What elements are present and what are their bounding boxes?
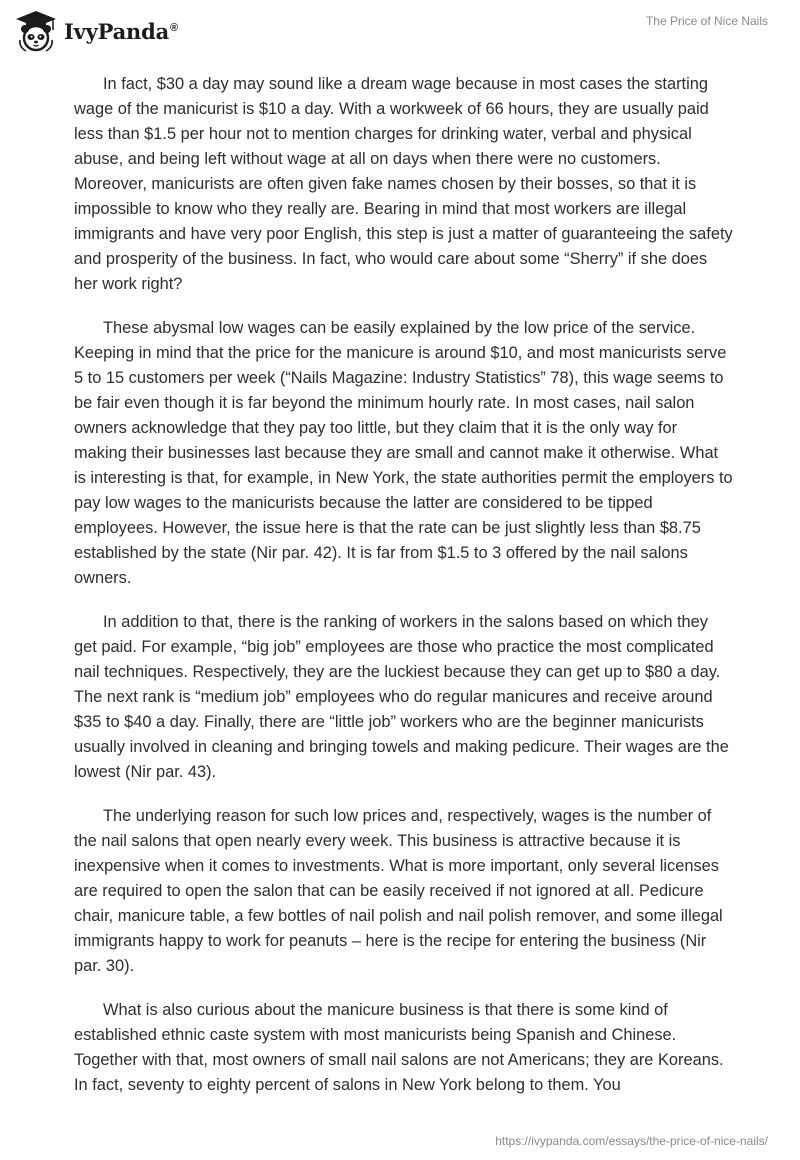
panda-graduate-icon [14, 10, 58, 52]
registered-mark: ® [170, 21, 178, 34]
paragraph: In addition to that, there is the ranking of workers in the salons based on which they get paid. For example, “big job” employees are those who practice the most complicated nail techniques. Respectively, they are the luckiest because they can get up to $80 a day. The next rank is “medium job” employees who do regular manicures and receive around $35 to $40 a day. Finally, there are “little job” workers who are the beginner manicurists usually involved in cleaning and bringing towels and making pedicure. Their wages are the lowest (Nir par. 43). [74, 613, 729, 781]
paragraph: In fact, $30 a day may sound like a dream wage because in most cases the starting wage of the manicurist is $10 a day. With a workweek of 66 hours, they are usually paid less than $1.5 per hour not to mention charges for drinking water, verbal and physical abuse, and being left without wage at all on days when there were no customers. Moreover, manicurists are often given fake names chosen by their bosses, so that it is impossible to know who they really are. Bearing in mind that most workers are illegal immigrants and have very poor English, this step is just a matter of guaranteeing the safety and prosperity of the business. In fact, who would care about some “Sherry” if she does her work right? [74, 75, 733, 293]
logo-wordmark: IvyPanda® [64, 18, 178, 44]
paragraph: The underlying reason for such low prices and, respectively, wages is the number of the nail salons that open nearly every week. This business is attractive because it is inexpensive when it comes to investments. What is more important, only several licenses are required to open the salon that can be easily received if not ignored at all. Pedicure chair, manicure table, a few bottles of nail polish and nail polish remover, and some illegal immigrants happy to work for peanuts – here is the recipe for entering the business (Nir par. 30). [74, 807, 723, 975]
essay-body [74, 72, 734, 1117]
ivypanda-logo[interactable] [14, 10, 178, 52]
source-url-link[interactable]: https://ivypanda.com/essays/the-price-of-nice-nails/ [495, 1134, 768, 1148]
paragraph: These abysmal low wages can be easily explained by the low price of the service. Keeping in mind that the price for the manicure is around $10, and most manicurists serve 5 to 15 customers per week (“Nails Magazine: Industry Statistics” 78), this wage seems to be fair even though it is far beyond the minimum hourly rate. In most cases, nail salon owners acknowledge that they pay too little, but they claim that it is the only way for making their businesses last because they are small and cannot make it otherwise. What is interesting is that, for example, in New York, the state authorities permit the employers to pay low wages to the manicurists because the latter are considered to be tipped employees. However, the issue here is that the rate can be just slightly less than $8.75 established by the state (Nir par. 42). It is far from $1.5 to 3 offered by the nail salons owners. [74, 319, 733, 587]
paragraph: What is also curious about the manicure business is that there is some kind of established ethnic caste system with most manicurists being Spanish and Chinese. Together with that, most owners of small nail salons are not Americans; they are Koreans. In fact, seventy to eighty percent of salons in New York belong to them. You [74, 1001, 724, 1094]
page-header [0, 0, 800, 70]
document-title: The Price of Nice Nails [645, 14, 768, 28]
